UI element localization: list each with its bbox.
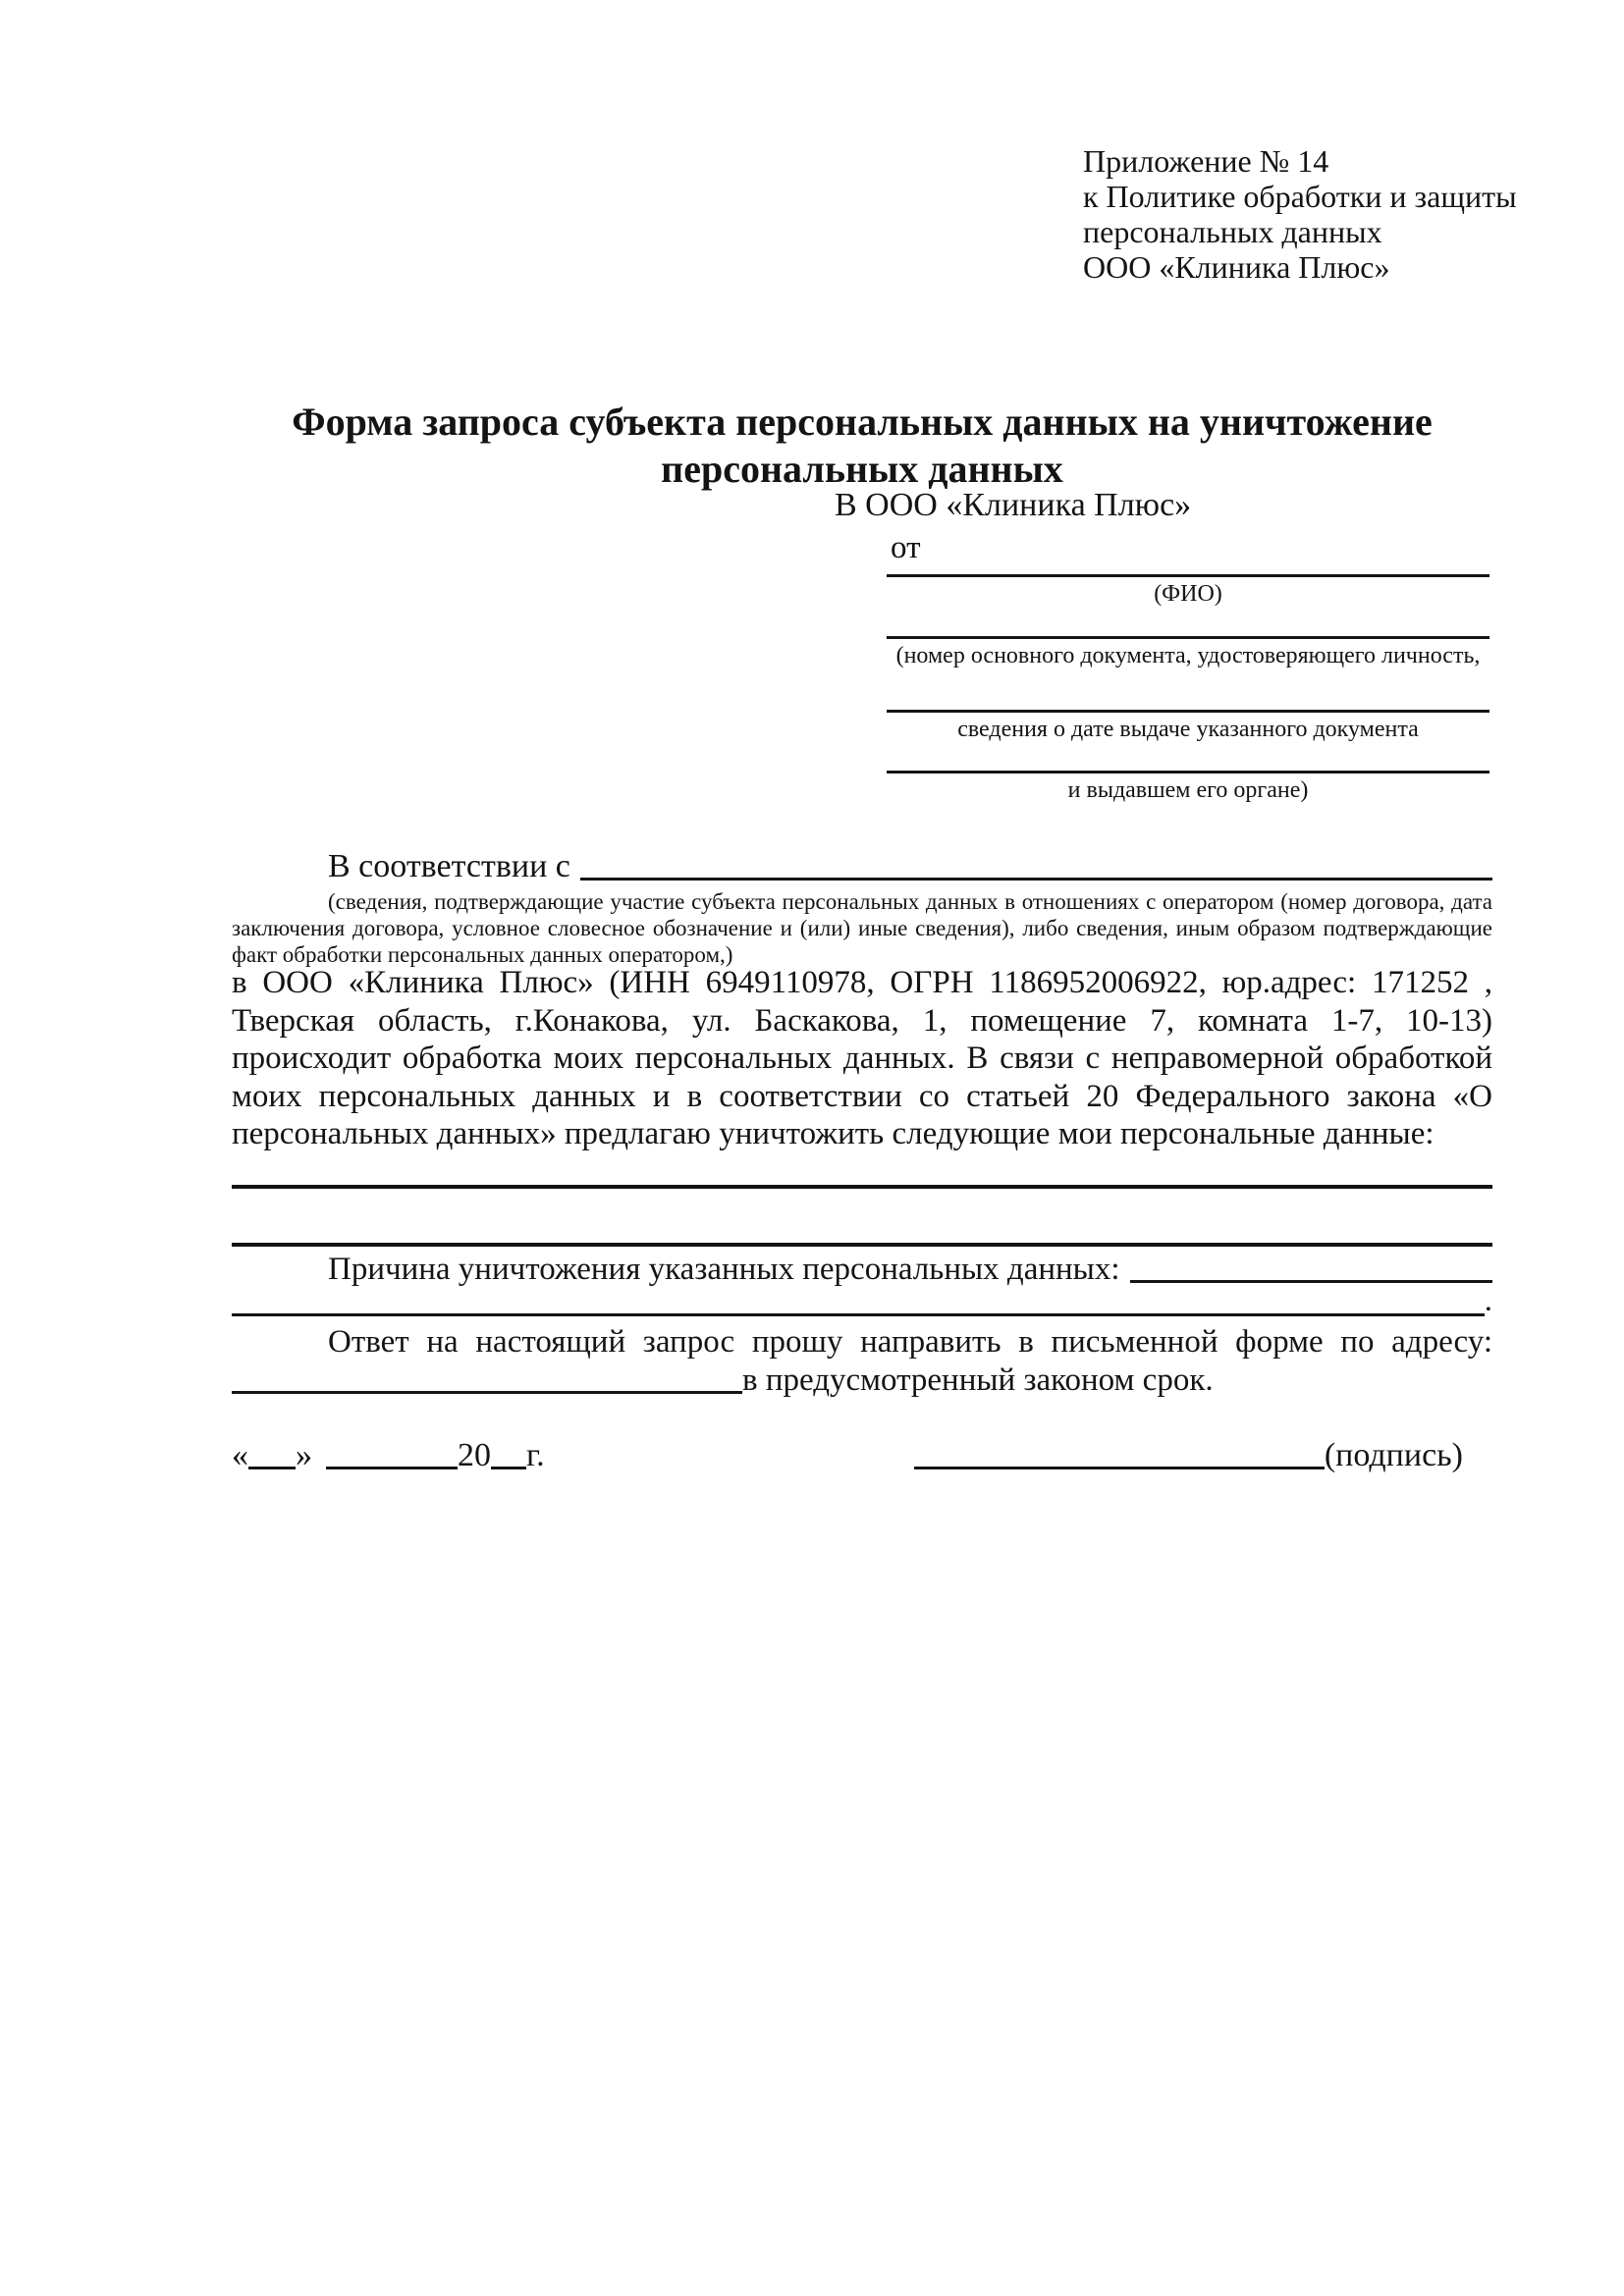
signature-group (914, 1437, 1463, 1474)
term-row (232, 1360, 1492, 1399)
page-title: Форма запроса субъекта персональных данных на уничтожение персональных данных (292, 400, 1433, 491)
answer-paragraph: Ответ на настоящий запрос прошу направить в письменной форме по адресу: (328, 1324, 1492, 1360)
data-blank-line-1 (232, 1185, 1492, 1189)
term-text: в предусмотренный законом срок. (742, 1362, 1214, 1398)
accordance-row (328, 844, 1492, 885)
from-label: от (891, 530, 921, 565)
signature-caption: (подпись) (1324, 1437, 1463, 1473)
fio-field-row (887, 574, 1489, 609)
year-suffix: г. (526, 1437, 545, 1473)
issue-date-caption: сведения о дате выдаче указанного документа (957, 717, 1419, 742)
issuing-authority-caption: и выдавшем его органе) (1067, 777, 1309, 803)
date-group (232, 1437, 545, 1474)
annex-header (1083, 143, 1517, 285)
address-blank-line (232, 1391, 742, 1394)
data-blank-line-2 (232, 1243, 1492, 1247)
accordance-label: В соответствии с (328, 848, 570, 884)
document-number-field-row (887, 636, 1489, 670)
annex-line-4: ООО «Клиника Плюс» (1083, 249, 1390, 285)
issue-date-field-row (887, 710, 1489, 744)
annex-line-1: Приложение № 14 (1083, 143, 1329, 179)
addressee-line: В ООО «Клиника Плюс» (835, 487, 1192, 523)
reason-label: Причина уничтожения указанных персональных данных: (328, 1252, 1120, 1287)
reason-blank-line-2 (232, 1313, 1485, 1316)
accordance-note: (сведения, подтверждающие участие субъекта персональных данных в отношениях с оператором (номер договора, дата заключения договора, условное словесное обозначение и (или) иные сведения), либо сведения, иным образом подтверждающие факт обработки персональных данных оператором,) (232, 889, 1492, 967)
signature-blank-line (914, 1467, 1325, 1469)
month-blank-line (326, 1467, 458, 1469)
issuing-authority-field-row (887, 771, 1489, 805)
issue-date-field-line (887, 710, 1489, 713)
year-century: 20 (458, 1437, 491, 1473)
annex-line-2: к Политике обработки и защиты (1083, 179, 1517, 214)
day-blank-line (248, 1467, 296, 1469)
year-blank-line (491, 1467, 526, 1469)
accordance-blank-line (580, 878, 1492, 881)
open-quote: « (232, 1437, 248, 1473)
annex-line-3: персональных данных (1083, 214, 1382, 249)
body-paragraph: в ООО «Клиника Плюс» (ИНН 6949110978, ОГРН 1186952006922, юр.адрес: 171252 , Тверская область, г.Конакова, ул. Баскакова, 1, помещение 7, комната 1-7, 10-13) происходит обработка моих персональных данных. В связи с неправомерной обработкой моих персональных данных и в соответствии со статьей 20 Федерального закона «О персональных данных» предлагаю уничтожить следующие мои персональные данные: (232, 965, 1492, 1152)
fio-field-line (887, 574, 1489, 577)
document-number-field-line (887, 636, 1489, 639)
close-quote: » (296, 1437, 312, 1473)
date-signature-row (232, 1429, 1463, 1474)
sentence-end-period: . (1484, 1283, 1492, 1318)
document-number-caption: (номер основного документа, удостоверяющего личность, (895, 643, 1481, 668)
issuing-authority-field-line (887, 771, 1489, 774)
fio-caption: (ФИО) (1154, 581, 1222, 607)
reason-blank-line-2-row (232, 1282, 1492, 1319)
